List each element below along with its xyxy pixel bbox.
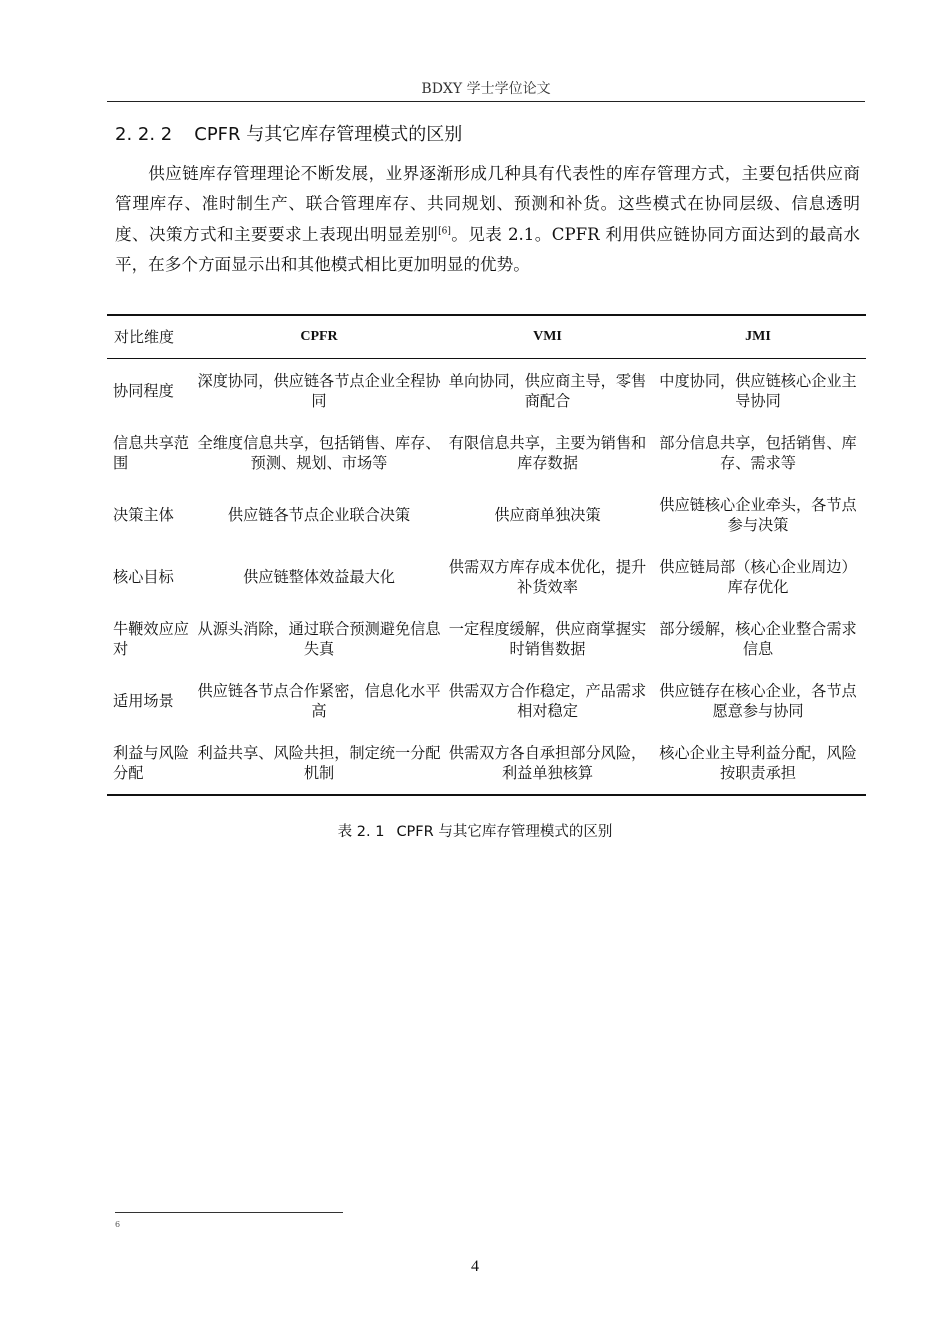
cell-cpfr: 供应链各节点合作紧密，信息化水平高 bbox=[197, 682, 441, 720]
row-dimension: 牛鞭效应应对 bbox=[113, 620, 189, 658]
cell-vmi: 供需双方合作稳定，产品需求相对稳定 bbox=[448, 682, 647, 720]
row-dimension: 利益与风险分配 bbox=[107, 732, 193, 795]
cell-vmi: 供需双方各自承担部分风险，利益单独核算 bbox=[445, 732, 650, 795]
cell-vmi: 供需双方库存成本优化，提升补货效率 bbox=[448, 558, 647, 596]
cell-cpfr: 供应链整体效益最大化 bbox=[243, 568, 395, 586]
section-number: 2. 2. 2 bbox=[115, 124, 173, 145]
footnote-marker: 6 bbox=[115, 1220, 121, 1229]
row-dimension: 信息共享范围 bbox=[113, 434, 189, 472]
table-row bbox=[107, 422, 866, 484]
cell-vmi: 有限信息共享，主要为销售和库存数据 bbox=[448, 434, 647, 472]
footnote-rule bbox=[115, 1212, 343, 1213]
header-jmi: JMI bbox=[650, 315, 866, 359]
cell-vmi: 供应商单独决策 bbox=[494, 506, 601, 524]
cell-jmi: 核心企业主导利益分配，风险按职责承担 bbox=[650, 732, 866, 795]
header-cpfr: CPFR bbox=[193, 315, 445, 359]
cell-cpfr: 利益共享、风险共担，制定统一分配机制 bbox=[193, 732, 445, 795]
row-dimension: 核心目标 bbox=[113, 568, 174, 586]
row-dimension: 决策主体 bbox=[113, 506, 174, 524]
table-row bbox=[107, 608, 866, 670]
header-dimension: 对比维度 bbox=[107, 315, 193, 359]
section-title: CPFR 与其它库存管理模式的区别 bbox=[194, 124, 463, 145]
caption-number: 表 2. 1 bbox=[337, 824, 385, 840]
cell-cpfr: 深度协同，供应链各节点企业全程协同 bbox=[197, 371, 441, 410]
cell-jmi: 供应链局部（核心企业周边）库存优化 bbox=[659, 558, 857, 596]
paragraph-text-continued: 。见表 2.1。CPFR 利用供应链协同方面达到的最高水平，在多个方面显示出和其他模式相比更加明显的优势。 bbox=[115, 224, 861, 274]
running-header: BDXY 学士学位论文 bbox=[421, 81, 551, 97]
cell-cpfr: 供应链各节点企业联合决策 bbox=[227, 506, 411, 524]
cell-jmi: 中度协同，供应链核心企业主导协同 bbox=[659, 371, 857, 410]
table-header-row bbox=[107, 315, 866, 359]
row-dimension: 适用场景 bbox=[113, 692, 174, 710]
table-row bbox=[107, 546, 866, 608]
header-vmi: VMI bbox=[445, 315, 650, 359]
table-caption bbox=[0, 820, 950, 841]
cell-jmi: 供应链存在核心企业，各节点愿意参与协同 bbox=[659, 682, 857, 720]
cell-cpfr: 全维度信息共享，包括销售、库存、预测、规划、市场等 bbox=[197, 434, 441, 472]
table-row bbox=[107, 484, 866, 546]
cell-vmi: 一定程度缓解，供应商掌握实时销售数据 bbox=[448, 620, 647, 658]
page-number: 4 bbox=[471, 1258, 479, 1275]
cell-jmi: 供应链核心企业牵头，各节点参与决策 bbox=[659, 496, 857, 534]
cell-jmi: 部分缓解，核心企业整合需求信息 bbox=[659, 620, 857, 658]
cell-jmi: 部分信息共享，包括销售、库存、需求等 bbox=[659, 434, 857, 472]
cell-cpfr: 从源头消除，通过联合预测避免信息失真 bbox=[197, 620, 441, 658]
citation-marker: [6] bbox=[438, 226, 451, 237]
paragraph-text: 供应链库存管理理论不断发展，业界逐渐形成几种具有代表性的库存管理方式，主要包括供应商管理库存、准时制生产、联合管理库存、共同规划、预测和补货。这些模式在协同层级、信息透明度、决策方式和主要要求上表现出明显差别 bbox=[115, 164, 860, 244]
comparison-table bbox=[107, 314, 866, 796]
table-row bbox=[107, 670, 866, 732]
table-row bbox=[107, 359, 866, 423]
body-paragraph bbox=[115, 159, 860, 280]
caption-title: CPFR 与其它库存管理模式的区别 bbox=[396, 824, 613, 840]
table-row bbox=[107, 732, 866, 795]
header-rule bbox=[107, 101, 865, 102]
row-dimension: 协同程度 bbox=[113, 381, 174, 400]
cell-vmi: 单向协同，供应商主导，零售商配合 bbox=[448, 371, 647, 410]
section-heading bbox=[115, 120, 462, 146]
